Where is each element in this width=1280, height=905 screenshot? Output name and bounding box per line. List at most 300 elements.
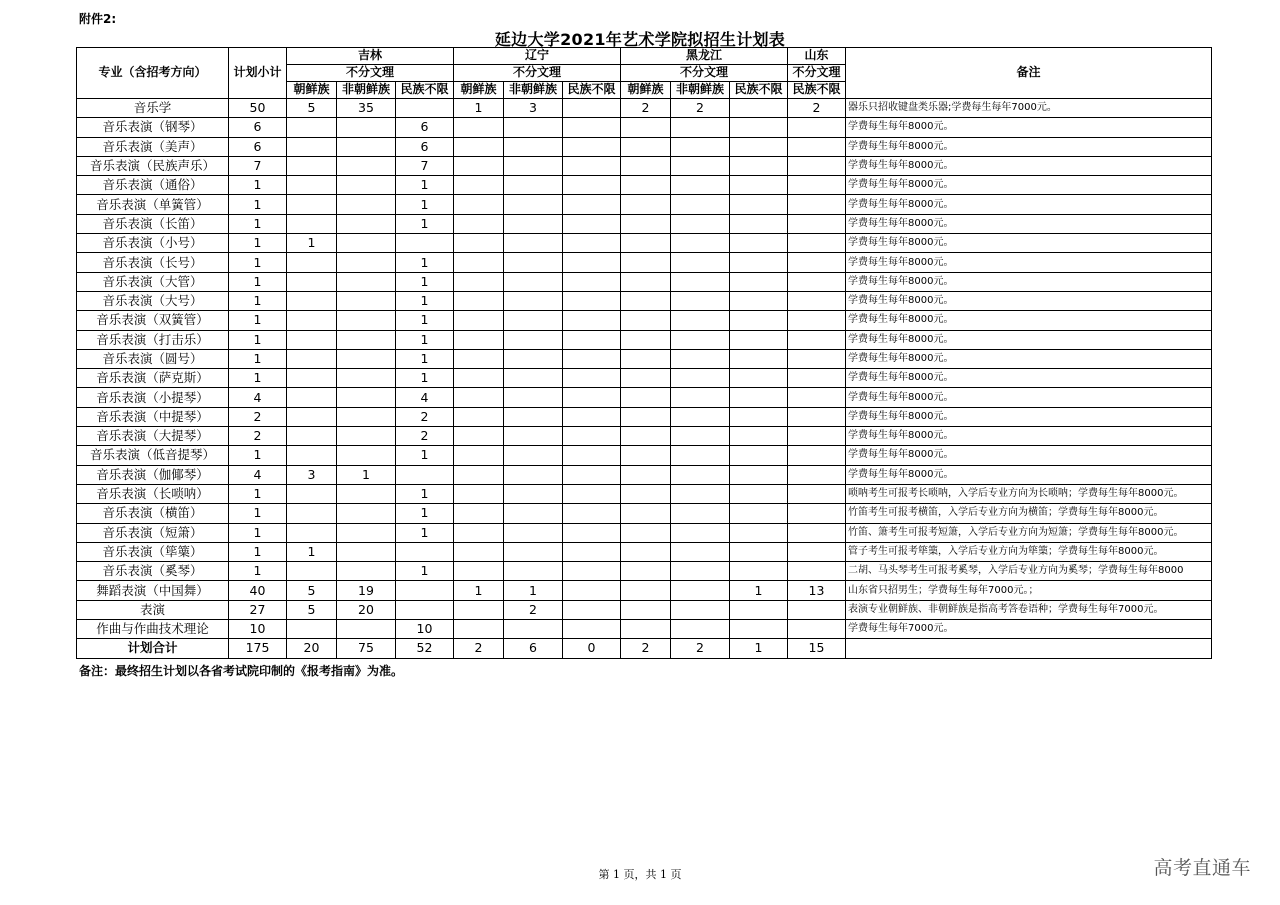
quota-cell: [504, 195, 563, 214]
quota-cell: 1: [396, 291, 454, 310]
quota-cell: [337, 176, 396, 195]
subtotal-cell: 2: [229, 427, 287, 446]
quota-cell: 1: [396, 446, 454, 465]
subtotal-cell: 1: [229, 176, 287, 195]
quota-cell: [337, 388, 396, 407]
quota-cell: 35: [337, 99, 396, 118]
header-category: 不分文理: [454, 65, 621, 82]
quota-cell: [337, 504, 396, 523]
quota-cell: [730, 369, 788, 388]
quota-cell: [621, 465, 671, 484]
major-cell: 音乐表演（民族声乐）: [77, 156, 229, 175]
table-row: [77, 600, 1212, 619]
major-cell: 音乐学: [77, 99, 229, 118]
subtotal-cell: 40: [229, 581, 287, 600]
quota-cell: [788, 156, 846, 175]
subtotal-cell: 1: [229, 234, 287, 253]
quota-cell: [454, 253, 504, 272]
quota-cell: 1: [396, 272, 454, 291]
totals-quota-cell: 15: [788, 639, 846, 658]
quota-cell: 3: [504, 99, 563, 118]
quota-cell: [671, 272, 730, 291]
quota-cell: [337, 523, 396, 542]
quota-cell: 5: [287, 600, 337, 619]
watermark-logo: 高考直通车: [1153, 857, 1251, 879]
quota-cell: [454, 523, 504, 542]
quota-cell: [504, 291, 563, 310]
quota-cell: 1: [337, 465, 396, 484]
quota-cell: [621, 195, 671, 214]
attachment-label: 附件2:: [79, 12, 117, 26]
subtotal-cell: 1: [229, 253, 287, 272]
quota-cell: [671, 407, 730, 426]
note-cell: 唢呐考生可报考长唢呐，入学后专业方向为长唢呐；学费每生每年8000元。: [846, 484, 1212, 503]
quota-cell: [287, 253, 337, 272]
header-group-any-ethnicity: 民族不限: [730, 82, 788, 99]
quota-cell: [730, 156, 788, 175]
subtotal-cell: 1: [229, 349, 287, 368]
quota-cell: [621, 214, 671, 233]
quota-cell: [671, 195, 730, 214]
quota-cell: [454, 427, 504, 446]
quota-cell: [788, 484, 846, 503]
quota-cell: [454, 542, 504, 561]
quota-cell: [504, 484, 563, 503]
totals-quota-cell: 0: [563, 639, 621, 658]
quota-cell: [730, 542, 788, 561]
quota-cell: [504, 330, 563, 349]
quota-cell: [671, 349, 730, 368]
quota-cell: [671, 118, 730, 137]
quota-cell: [287, 291, 337, 310]
quota-cell: [337, 542, 396, 561]
quota-cell: 2: [396, 427, 454, 446]
quota-cell: [337, 291, 396, 310]
quota-cell: [730, 600, 788, 619]
quota-cell: 2: [504, 600, 563, 619]
quota-cell: [671, 600, 730, 619]
note-cell: 学费每生每年8000元。: [846, 253, 1212, 272]
major-cell: 音乐表演（中提琴）: [77, 407, 229, 426]
quota-cell: [563, 118, 621, 137]
quota-cell: [287, 620, 337, 639]
header-category: 不分文理: [287, 65, 454, 82]
quota-cell: [337, 272, 396, 291]
table-row: [77, 349, 1212, 368]
subtotal-cell: 1: [229, 542, 287, 561]
quota-cell: [563, 272, 621, 291]
quota-cell: [788, 349, 846, 368]
quota-cell: 1: [287, 542, 337, 561]
quota-cell: [563, 581, 621, 600]
quota-cell: [504, 388, 563, 407]
subtotal-cell: 7: [229, 156, 287, 175]
quota-cell: [454, 388, 504, 407]
quota-cell: [730, 137, 788, 156]
table-row: [77, 137, 1212, 156]
note-cell: 学费每生每年8000元。: [846, 195, 1212, 214]
quota-cell: 1: [396, 504, 454, 523]
quota-cell: [563, 504, 621, 523]
quota-cell: [337, 349, 396, 368]
note-cell: 学费每生每年8000元。: [846, 214, 1212, 233]
document-title: 延边大学2021年艺术学院拟招生计划表: [494, 30, 786, 49]
quota-cell: [454, 311, 504, 330]
quota-cell: [454, 349, 504, 368]
quota-cell: [730, 311, 788, 330]
note-cell: 学费每生每年7000元。: [846, 620, 1212, 639]
quota-cell: [730, 118, 788, 137]
table-row: [77, 407, 1212, 426]
header-group-any-ethnicity: 民族不限: [396, 82, 454, 99]
header-group-non-korean: 非朝鲜族: [337, 82, 396, 99]
table-row: [77, 291, 1212, 310]
quota-cell: 1: [396, 195, 454, 214]
quota-cell: [287, 176, 337, 195]
note-cell: 学费每生每年8000元。: [846, 311, 1212, 330]
header-group-korean: 朝鲜族: [621, 82, 671, 99]
note-cell: 学费每生每年8000元。: [846, 407, 1212, 426]
note-cell: 二胡、马头琴考生可报考奚琴，入学后专业方向为奚琴；学费每生每年8000: [846, 562, 1212, 581]
quota-cell: [396, 234, 454, 253]
quota-cell: [287, 369, 337, 388]
note-cell: 学费每生每年8000元。: [846, 330, 1212, 349]
quota-cell: [730, 523, 788, 542]
quota-cell: [788, 137, 846, 156]
totals-quota-cell: 6: [504, 639, 563, 658]
header-group-korean: 朝鲜族: [454, 82, 504, 99]
header-major: 专业（含招考方向）: [77, 48, 229, 99]
header-category: 不分文理: [621, 65, 788, 82]
quota-cell: [563, 234, 621, 253]
quota-cell: [621, 542, 671, 561]
quota-cell: [337, 253, 396, 272]
quota-cell: [504, 349, 563, 368]
quota-cell: [454, 176, 504, 195]
quota-cell: [454, 600, 504, 619]
quota-cell: [454, 137, 504, 156]
quota-cell: [287, 330, 337, 349]
quota-cell: [671, 253, 730, 272]
note-cell: 学费每生每年8000元。: [846, 156, 1212, 175]
quota-cell: [504, 465, 563, 484]
subtotal-cell: 1: [229, 330, 287, 349]
subtotal-cell: 1: [229, 195, 287, 214]
note-cell: 器乐只招收键盘类乐器;学费每生每年7000元。: [846, 99, 1212, 118]
quota-cell: [287, 446, 337, 465]
quota-cell: [730, 407, 788, 426]
quota-cell: 1: [396, 214, 454, 233]
quota-cell: [730, 484, 788, 503]
quota-cell: [730, 234, 788, 253]
quota-cell: [788, 504, 846, 523]
table-row: [77, 523, 1212, 542]
quota-cell: [788, 465, 846, 484]
quota-cell: [504, 311, 563, 330]
quota-cell: [504, 214, 563, 233]
quota-cell: [396, 99, 454, 118]
quota-cell: [621, 234, 671, 253]
quota-cell: [730, 388, 788, 407]
quota-cell: [621, 118, 671, 137]
footnote: 备注：最终招生计划以各省考试院印制的《报考指南》为准。: [79, 664, 404, 678]
enrollment-plan-table: [76, 47, 1212, 659]
quota-cell: [287, 388, 337, 407]
major-cell: 音乐表演（钢琴）: [77, 118, 229, 137]
quota-cell: [671, 562, 730, 581]
major-cell: 音乐表演（低音提琴）: [77, 446, 229, 465]
subtotal-cell: 4: [229, 465, 287, 484]
quota-cell: [504, 118, 563, 137]
quota-cell: [671, 330, 730, 349]
quota-cell: [788, 195, 846, 214]
quota-cell: [671, 465, 730, 484]
quota-cell: 1: [396, 176, 454, 195]
quota-cell: [337, 214, 396, 233]
major-cell: 作曲与作曲技术理论: [77, 620, 229, 639]
quota-cell: [563, 291, 621, 310]
subtotal-cell: 1: [229, 562, 287, 581]
quota-cell: [788, 542, 846, 561]
table-row: [77, 484, 1212, 503]
quota-cell: [454, 118, 504, 137]
quota-cell: [788, 253, 846, 272]
quota-cell: 1: [396, 562, 454, 581]
table-row: [77, 620, 1212, 639]
quota-cell: [287, 195, 337, 214]
note-cell: 学费每生每年8000元。: [846, 137, 1212, 156]
quota-cell: [287, 349, 337, 368]
page-indicator: 第 1 页，共 1 页: [598, 868, 682, 881]
major-cell: 音乐表演（伽倻琴）: [77, 465, 229, 484]
subtotal-cell: 10: [229, 620, 287, 639]
quota-cell: [730, 349, 788, 368]
quota-cell: [337, 311, 396, 330]
major-cell: 舞蹈表演（中国舞）: [77, 581, 229, 600]
table-row: [77, 427, 1212, 446]
quota-cell: [454, 562, 504, 581]
quota-cell: [454, 214, 504, 233]
table-body: [77, 99, 1212, 659]
quota-cell: [788, 118, 846, 137]
quota-cell: [454, 272, 504, 291]
table-row: [77, 272, 1212, 291]
note-cell: 管子考生可报考筚篥，入学后专业方向为筚篥；学费每生每年8000元。: [846, 542, 1212, 561]
quota-cell: [337, 562, 396, 581]
quota-cell: [671, 620, 730, 639]
quota-cell: [504, 234, 563, 253]
quota-cell: [671, 427, 730, 446]
quota-cell: [621, 562, 671, 581]
subtotal-cell: 1: [229, 214, 287, 233]
totals-quota-cell: 1: [730, 639, 788, 658]
major-cell: 音乐表演（短箫）: [77, 523, 229, 542]
note-cell: 学费每生每年8000元。: [846, 272, 1212, 291]
quota-cell: [504, 176, 563, 195]
note-cell: 学费每生每年8000元。: [846, 234, 1212, 253]
major-cell: 表演: [77, 600, 229, 619]
quota-cell: [337, 118, 396, 137]
quota-cell: [563, 369, 621, 388]
quota-cell: [671, 311, 730, 330]
major-cell: 音乐表演（筚篥）: [77, 542, 229, 561]
quota-cell: 2: [671, 99, 730, 118]
quota-cell: [504, 446, 563, 465]
quota-cell: [563, 620, 621, 639]
note-cell: 学费每生每年8000元。: [846, 388, 1212, 407]
quota-cell: 10: [396, 620, 454, 639]
quota-cell: [621, 272, 671, 291]
quota-cell: [563, 388, 621, 407]
quota-cell: [563, 311, 621, 330]
quota-cell: [621, 581, 671, 600]
totals-subtotal: 175: [229, 639, 287, 658]
quota-cell: [563, 253, 621, 272]
quota-cell: [287, 484, 337, 503]
major-cell: 音乐表演（双簧管）: [77, 311, 229, 330]
quota-cell: [396, 600, 454, 619]
subtotal-cell: 1: [229, 272, 287, 291]
quota-cell: [563, 446, 621, 465]
quota-cell: [788, 330, 846, 349]
quota-cell: [671, 137, 730, 156]
quota-cell: [621, 156, 671, 175]
quota-cell: 2: [396, 407, 454, 426]
quota-cell: [671, 291, 730, 310]
quota-cell: [671, 504, 730, 523]
quota-cell: 4: [396, 388, 454, 407]
table-header: [77, 48, 1212, 99]
quota-cell: [671, 542, 730, 561]
quota-cell: [621, 176, 671, 195]
quota-cell: [788, 214, 846, 233]
quota-cell: [730, 504, 788, 523]
table-row: [77, 311, 1212, 330]
quota-cell: [563, 176, 621, 195]
totals-quota-cell: 2: [671, 639, 730, 658]
quota-cell: 1: [396, 484, 454, 503]
table-row: [77, 214, 1212, 233]
quota-cell: [563, 523, 621, 542]
quota-cell: [788, 176, 846, 195]
quota-cell: [337, 620, 396, 639]
quota-cell: [454, 620, 504, 639]
quota-cell: [730, 99, 788, 118]
quota-cell: [287, 156, 337, 175]
quota-cell: [563, 427, 621, 446]
quota-cell: [287, 118, 337, 137]
quota-cell: [337, 195, 396, 214]
quota-cell: [454, 234, 504, 253]
quota-cell: [287, 272, 337, 291]
table-row: [77, 388, 1212, 407]
quota-cell: [454, 195, 504, 214]
quota-cell: [671, 156, 730, 175]
quota-cell: [504, 137, 563, 156]
quota-cell: [788, 272, 846, 291]
major-cell: 音乐表演（长唢呐）: [77, 484, 229, 503]
quota-cell: [287, 137, 337, 156]
note-cell: 学费每生每年8000元。: [846, 427, 1212, 446]
quota-cell: [563, 465, 621, 484]
quota-cell: [671, 388, 730, 407]
subtotal-cell: 1: [229, 291, 287, 310]
quota-cell: [287, 504, 337, 523]
quota-cell: [504, 562, 563, 581]
subtotal-cell: 6: [229, 137, 287, 156]
table-row: [77, 504, 1212, 523]
quota-cell: 1: [396, 349, 454, 368]
quota-cell: [504, 272, 563, 291]
quota-cell: [788, 600, 846, 619]
note-cell: 学费每生每年8000元。: [846, 118, 1212, 137]
quota-cell: [454, 369, 504, 388]
major-cell: 音乐表演（大管）: [77, 272, 229, 291]
quota-cell: 1: [287, 234, 337, 253]
quota-cell: [621, 291, 671, 310]
quota-cell: [454, 407, 504, 426]
subtotal-cell: 1: [229, 311, 287, 330]
quota-cell: [504, 407, 563, 426]
quota-cell: [730, 427, 788, 446]
note-cell: 学费每生每年8000元。: [846, 176, 1212, 195]
quota-cell: [788, 369, 846, 388]
quota-cell: [621, 311, 671, 330]
quota-cell: 1: [396, 369, 454, 388]
quota-cell: [788, 311, 846, 330]
table-row: [77, 118, 1212, 137]
quota-cell: [454, 446, 504, 465]
header-group-any-ethnicity: 民族不限: [788, 82, 846, 99]
subtotal-cell: 1: [229, 369, 287, 388]
note-cell: 表演专业朝鲜族、非朝鲜族是指高考答卷语种；学费每生每年7000元。: [846, 600, 1212, 619]
header-province-liaoning: 辽宁: [454, 48, 621, 65]
quota-cell: [621, 253, 671, 272]
quota-cell: [337, 156, 396, 175]
quota-cell: 1: [396, 330, 454, 349]
table-row: [77, 176, 1212, 195]
table-row: [77, 446, 1212, 465]
quota-cell: [563, 137, 621, 156]
quota-cell: [621, 620, 671, 639]
quota-cell: [504, 156, 563, 175]
table-row: [77, 465, 1212, 484]
quota-cell: [337, 330, 396, 349]
quota-cell: 1: [730, 581, 788, 600]
table-row: [77, 234, 1212, 253]
quota-cell: 1: [396, 311, 454, 330]
quota-cell: 5: [287, 581, 337, 600]
note-cell: 山东省只招男生；学费每生每年7000元。；: [846, 581, 1212, 600]
quota-cell: [730, 214, 788, 233]
quota-cell: 19: [337, 581, 396, 600]
header-category: 不分文理: [788, 65, 846, 82]
quota-cell: [287, 311, 337, 330]
quota-cell: [671, 369, 730, 388]
quota-cell: 20: [337, 600, 396, 619]
quota-cell: [563, 195, 621, 214]
quota-cell: [671, 234, 730, 253]
quota-cell: [621, 600, 671, 619]
note-cell: 学费每生每年8000元。: [846, 349, 1212, 368]
quota-cell: [504, 427, 563, 446]
quota-cell: [396, 542, 454, 561]
quota-cell: 1: [454, 581, 504, 600]
major-cell: 音乐表演（大提琴）: [77, 427, 229, 446]
quota-cell: [671, 484, 730, 503]
quota-cell: [671, 523, 730, 542]
quota-cell: [621, 137, 671, 156]
